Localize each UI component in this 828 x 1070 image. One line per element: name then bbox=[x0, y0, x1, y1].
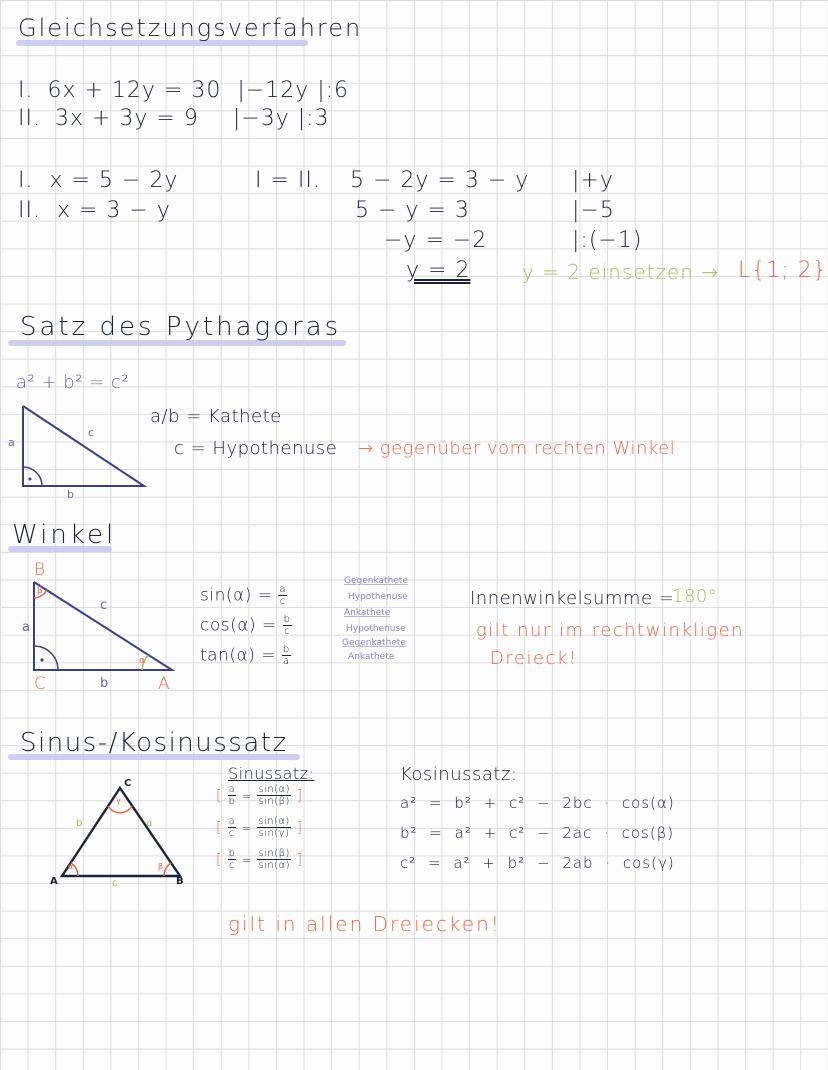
eq-label: I. bbox=[18, 78, 34, 103]
bracket-icon: ] bbox=[296, 852, 303, 868]
sinkos-note: gilt in allen Dreiecken! bbox=[228, 912, 501, 936]
sinkos-triangle bbox=[56, 784, 196, 884]
sinkos-vertex-c: C bbox=[124, 778, 132, 789]
trig-func-name: cos(α) = bbox=[200, 615, 277, 636]
winkel-triangle bbox=[30, 580, 180, 676]
sinussatz-row-3: [ $\frac{b}{c}$ = $\frac{\sin(\beta)}{\sin(\alpha)}$ ] bbox=[216, 848, 303, 871]
sin-r-num: sin(α) bbox=[258, 784, 291, 795]
eq-label: I. bbox=[18, 168, 34, 193]
sin-r-den: sin(α) bbox=[258, 860, 291, 871]
solved-line-1 bbox=[18, 168, 178, 193]
sinkos-side-b: b bbox=[76, 818, 83, 829]
winkel-alpha-label: α bbox=[139, 656, 145, 666]
step-3-eq: −y = −2 bbox=[384, 228, 488, 253]
sin-r-num: sin(α) bbox=[258, 816, 290, 827]
eq-line-2 bbox=[18, 106, 330, 131]
sin-r-den: sin(β) bbox=[258, 796, 290, 807]
trig-func-name: sin(α) = bbox=[200, 585, 273, 606]
winkel-note-line1: gilt nur im rechtwinkligen bbox=[476, 620, 745, 641]
sinkos-alpha-label: α bbox=[68, 862, 74, 871]
pythagoras-formula: a² + b² = c² bbox=[16, 372, 130, 393]
kosinussatz-row-2: b² = a² + c² − 2ac · cos(β) bbox=[400, 824, 675, 842]
sin-l-den: b bbox=[228, 796, 236, 807]
set-equal-label: I = II. bbox=[255, 168, 321, 193]
bracket-icon: ] bbox=[296, 788, 303, 804]
pyth-side-c: c bbox=[88, 426, 95, 439]
pyth-side-b: b bbox=[67, 488, 74, 501]
cos-word-num: Ankathete bbox=[344, 608, 391, 618]
eq-text: x = 5 − 2y bbox=[49, 168, 179, 193]
sinussatz-row-2: [ $\frac{a}{c}$ = $\frac{\sin(\alpha)}{\sin(\gamma)}$ ] bbox=[216, 816, 303, 839]
sin-r-num: sin(β) bbox=[258, 848, 290, 859]
winkel-side-a: a bbox=[22, 620, 30, 635]
step-2-eq: 5 − y = 3 bbox=[355, 198, 470, 223]
trig-func-name: tan(α) = bbox=[200, 645, 276, 666]
sinussatz-row-1: [ $\frac{a}{b}$ = $\frac{\sin(\alpha)}{\sin(\beta)}$ ] bbox=[216, 784, 303, 807]
sinkos-gamma-label: γ bbox=[116, 796, 121, 805]
pyth-def-hypothenuse: c = Hypothenuse bbox=[174, 438, 338, 459]
sinkos-vertex-b: B bbox=[176, 876, 184, 887]
kosinussatz-row-3: c² = a² + b² − 2ab · cos(γ) bbox=[400, 854, 675, 872]
trig-num: b bbox=[283, 614, 291, 625]
winkel-note-line2: Dreieck! bbox=[490, 648, 578, 669]
bracket-icon: ] bbox=[296, 820, 303, 836]
pythagoras-triangle bbox=[20, 404, 160, 484]
heading-gleichsetzungsverfahren: Gleichsetzungsverfahren bbox=[18, 14, 363, 42]
heading-winkel: Winkel bbox=[12, 520, 117, 550]
solution-set: L{1; 2} bbox=[738, 258, 828, 283]
pyth-side-a: a bbox=[8, 436, 15, 449]
sin-word-den: Hypothenuse bbox=[348, 592, 408, 602]
sinkos-beta-label: β bbox=[158, 862, 164, 871]
pyth-def-kathete: a/b = Kathete bbox=[150, 406, 282, 427]
cos-word-den: Hypothenuse bbox=[346, 624, 406, 634]
eq-line-1 bbox=[18, 78, 349, 103]
sin-r-den: sin(γ) bbox=[258, 828, 290, 839]
kosinussatz-row-1: a² = b² + c² − 2bc · cos(α) bbox=[400, 794, 675, 812]
winkel-beta-label: β bbox=[37, 586, 43, 596]
innenwinkelsumme-value: 180° bbox=[672, 586, 718, 607]
eq-label: II. bbox=[18, 198, 41, 223]
step-2-op: |−5 bbox=[572, 198, 615, 223]
eq-text: 6x + 12y = 30 bbox=[47, 78, 222, 103]
tan-word-num: Gegenkathete bbox=[342, 638, 406, 648]
sinkos-side-c: c bbox=[112, 878, 118, 889]
trig-den: c bbox=[284, 626, 291, 637]
step-1-op: |+y bbox=[572, 168, 614, 193]
tan-word-den: Ankathete bbox=[348, 652, 395, 662]
step-1-eq: 5 − 2y = 3 − y bbox=[350, 168, 530, 193]
winkel-side-b: b bbox=[100, 676, 109, 691]
heading-pythagoras: Satz des Pythagoras bbox=[20, 312, 342, 342]
eq-label: II. bbox=[18, 106, 41, 131]
sin-l-num: a bbox=[228, 816, 236, 827]
sin-l-den: c bbox=[228, 828, 235, 839]
insert-note: y = 2 einsetzen → bbox=[522, 260, 720, 284]
sin-l-num: b bbox=[228, 848, 236, 859]
sinussatz-title: Sinussatz: bbox=[228, 764, 315, 783]
sin-word-num: Gegenkathete bbox=[344, 576, 408, 586]
bracket-icon: [ bbox=[216, 788, 222, 804]
winkel-vertex-a: A bbox=[158, 674, 171, 694]
trig-row-sin bbox=[200, 584, 287, 607]
winkel-vertex-c: C bbox=[34, 674, 47, 694]
trig-den: c bbox=[279, 596, 286, 607]
sinkos-vertex-a: A bbox=[50, 876, 58, 887]
trig-row-tan bbox=[200, 644, 291, 667]
sin-l-num: a bbox=[228, 784, 236, 795]
trig-num: a bbox=[279, 584, 287, 595]
heading-sinus-kosinussatz: Sinus-/Kosinussatz bbox=[20, 728, 288, 758]
winkel-side-c: c bbox=[100, 598, 108, 613]
bracket-icon: [ bbox=[216, 852, 222, 868]
trig-den: a bbox=[283, 656, 290, 667]
sin-l-den: c bbox=[228, 860, 235, 871]
step-3-op: |:(−1) bbox=[572, 228, 643, 253]
eq-text: 3x + 3y = 9 bbox=[54, 106, 199, 131]
pyth-note: → gegenüber vom rechten Winkel bbox=[358, 438, 676, 459]
eq-text: x = 3 − y bbox=[56, 198, 171, 223]
eq-ops: |−3y |:3 bbox=[232, 106, 330, 131]
winkel-vertex-b: B bbox=[34, 560, 46, 580]
kosinussatz-title: Kosinussatz: bbox=[400, 764, 518, 785]
trig-row-cos bbox=[200, 614, 292, 637]
solved-line-2 bbox=[18, 198, 171, 223]
sinkos-side-a: a bbox=[146, 818, 153, 829]
eq-ops: |−12y |:6 bbox=[237, 78, 350, 103]
trig-num: b bbox=[282, 644, 290, 655]
bracket-icon: [ bbox=[216, 820, 222, 836]
innenwinkelsumme-label: Innenwinkelsumme = bbox=[470, 588, 675, 609]
step-4-eq: y = 2 bbox=[406, 258, 471, 283]
